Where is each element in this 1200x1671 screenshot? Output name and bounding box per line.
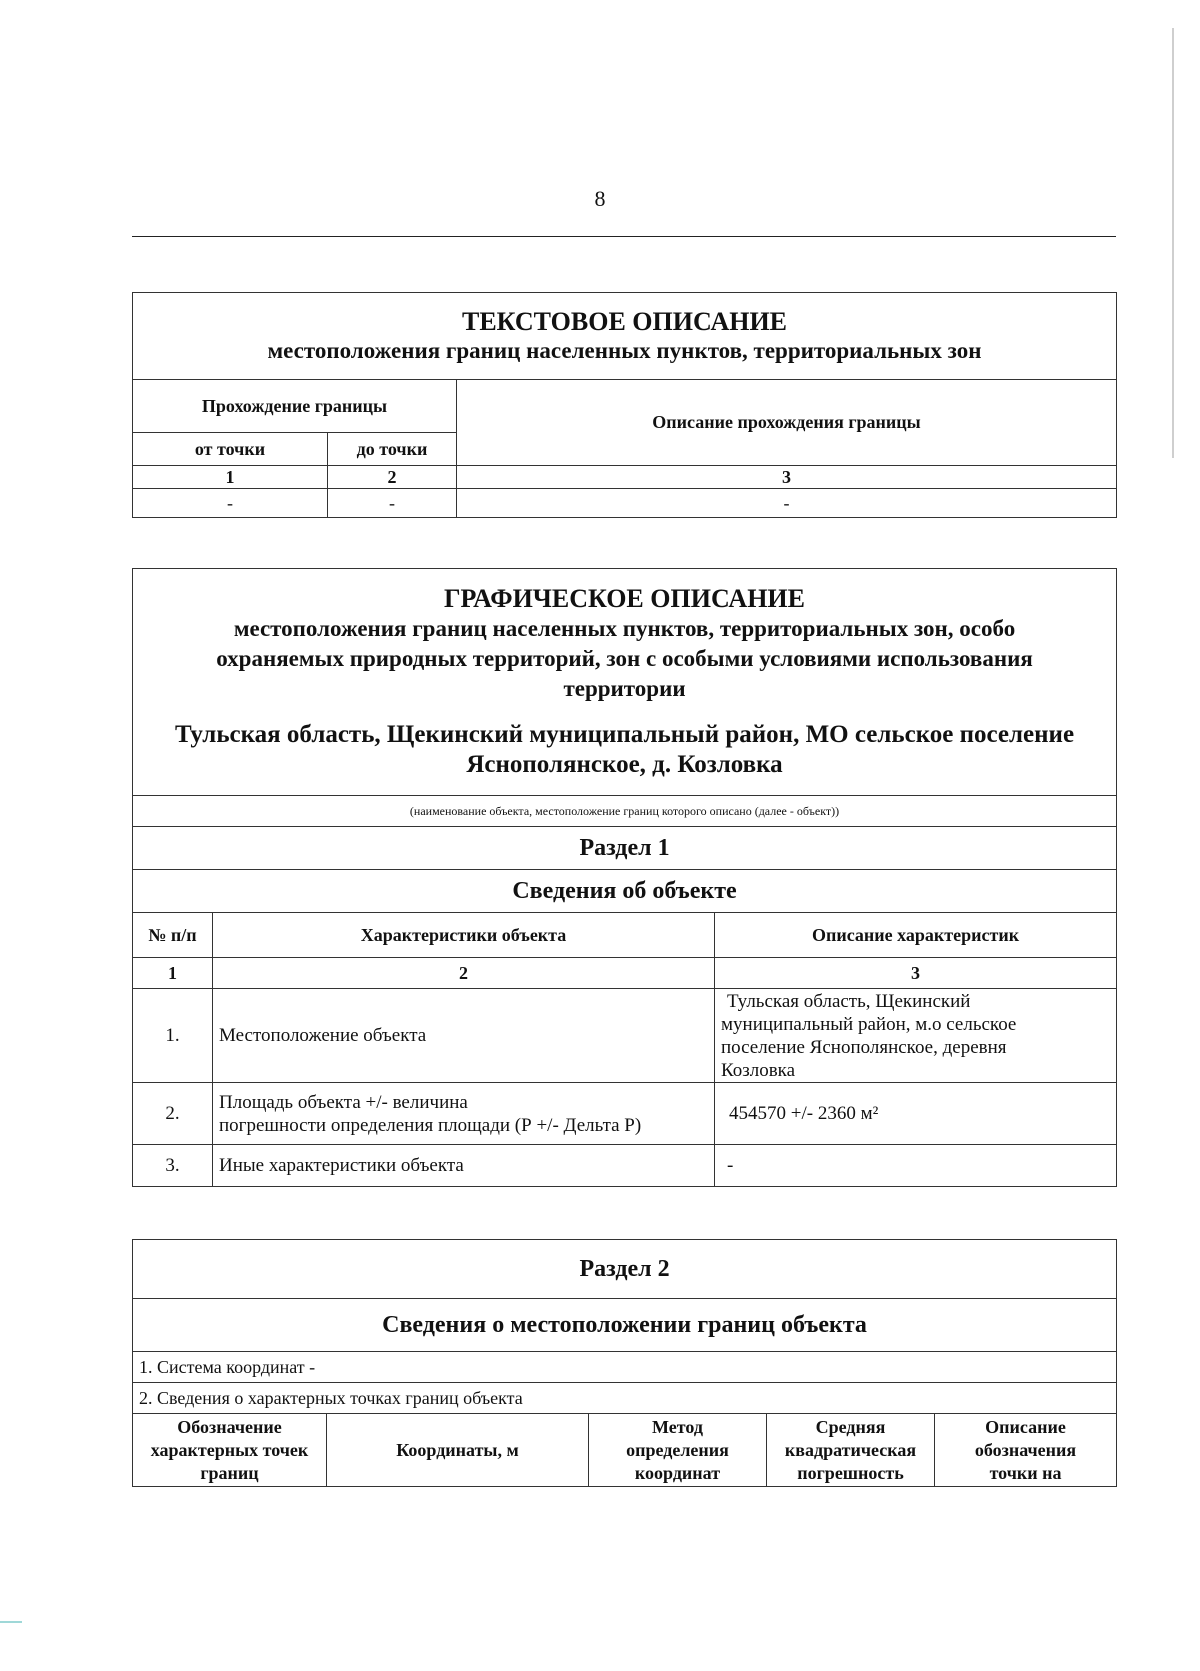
graphic-description-header [133,569,1117,796]
header-line: определения [626,1439,729,1460]
section-1-subtitle: Сведения об объекте [133,870,1117,913]
boundary-pass-header: Прохождение границы [133,380,457,433]
column-number: 3 [715,958,1117,989]
column-number: 2 [213,958,715,989]
scan-mark [0,1621,22,1623]
header-rule [132,236,1116,237]
header-line: Средняя [815,1416,886,1437]
point-description-header [935,1414,1117,1487]
description-cell: 454570 +/- 2360 м² [715,1083,1117,1145]
characteristic-line: Площадь объекта +/- величина [219,1091,468,1113]
description-line: Козловка [721,1059,796,1081]
table-row [133,1083,1117,1145]
description-header: Описание характеристик [715,913,1117,958]
row-number: 2. [133,1083,213,1145]
coordinates-header [327,1414,589,1487]
graphic-description-subtitle-1: местоположения границ населенных пунктов, территориальных зон, особо [233,616,1016,641]
header-line: погрешность [797,1462,904,1483]
column-number: 2 [328,466,457,489]
column-number: 1 [133,466,328,489]
section-2-title: Раздел 2 [133,1240,1117,1299]
graphic-description-title: ГРАФИЧЕСКОЕ ОПИСАНИЕ [444,584,805,613]
description-line: Тульская область, Щекинский [727,990,971,1012]
section-2-table [132,1239,1117,1487]
text-description-title: ТЕКСТОВОЕ ОПИСАНИЕ [462,307,788,336]
characteristics-header: Характеристики объекта [213,913,715,958]
description-line: поселение Яснополянское, деревня [721,1036,1007,1058]
header-line: обозначения [974,1439,1077,1460]
column-number: 1 [133,958,213,989]
table-row [133,1145,1117,1187]
table-cell: - [133,489,328,518]
error-header [767,1414,935,1487]
characteristic-cell: Иные характеристики объекта [213,1145,715,1187]
section-2-subtitle: Сведения о местоположении границ объекта [133,1299,1117,1352]
object-name-1: Тульская область, Щекинский муниципальный район, МО сельское поселение [174,721,1075,748]
header-line: координат [634,1462,721,1483]
page-number: 8 [594,186,606,211]
header-line: характерных точек [150,1439,309,1460]
section-1-title: Раздел 1 [133,827,1117,870]
characteristic-cell [213,1083,715,1145]
boundary-description-header: Описание прохождения границы [457,380,1117,466]
header-line: квадратическая [784,1439,917,1460]
header-line: Описание [985,1416,1066,1437]
table-cell: - [457,489,1117,518]
header-line: Координаты, м [396,1439,519,1460]
method-header [589,1414,767,1487]
row-number: 1. [133,989,213,1083]
points-info: 2. Сведения о характерных точках границ объекта [133,1383,1117,1414]
description-cell [715,989,1117,1083]
header-line: Обозначение [177,1416,282,1437]
to-point-header: до точки [328,433,457,466]
coordinate-system: 1. Система координат - [133,1352,1117,1383]
characteristic-cell: Местоположение объекта [213,989,715,1083]
text-description-table [132,292,1117,518]
object-name-2: Яснополянское, д. Козловка [466,751,783,778]
graphic-description-subtitle-2: охраняемых природных территорий, зон с особыми условиями использования [216,646,1033,671]
from-point-header: от точки [133,433,328,466]
graphic-description-subtitle-3: территории [563,676,686,701]
description-cell: - [715,1145,1117,1187]
row-number: 3. [133,1145,213,1187]
number-header: № п/п [133,913,213,958]
text-description-header [133,293,1117,380]
header-line: Метод [652,1416,703,1437]
characteristic-line: погрешности определения площади (Р +/- Дельта Р) [219,1114,642,1136]
table-row [133,989,1117,1083]
description-line: муниципальный район, м.о сельское [721,1013,1017,1035]
column-number: 3 [457,466,1117,489]
header-line: границ [200,1462,259,1483]
graphic-description-table [132,568,1117,1187]
point-designation-header [133,1414,327,1487]
text-description-subtitle: местоположения границ населенных пунктов, территориальных зон [267,338,982,363]
table-cell: - [328,489,457,518]
header-line: точки на [989,1462,1062,1483]
object-name-note: (наименование объекта, местоположение границ которого описано (далее - объект)) [133,796,1117,827]
scan-edge-line [1172,28,1174,458]
